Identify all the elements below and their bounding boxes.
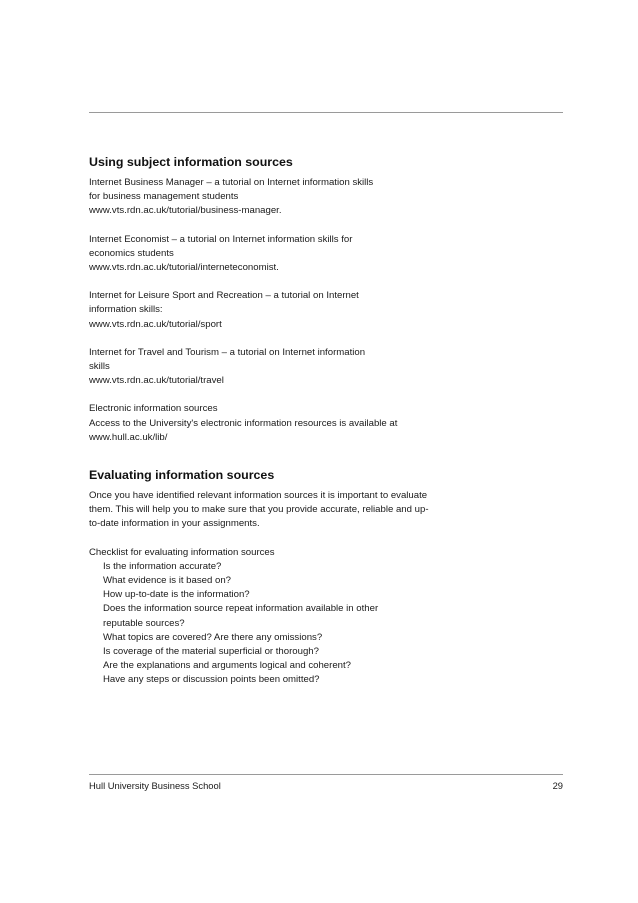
resource-url-link[interactable]: www.vts.rdn.ac.uk/tutorial/sport — [89, 318, 222, 330]
resource-line: Electronic information sources — [89, 403, 218, 415]
resource-url-link[interactable]: www.vts.rdn.ac.uk/tutorial/travel — [89, 375, 224, 387]
section-heading-evaluating-sources: Evaluating information sources — [89, 468, 275, 483]
resource-url-link[interactable]: www.vts.rdn.ac.uk/tutorial/interneteconomist. — [89, 262, 279, 274]
resource-line: skills — [89, 361, 110, 373]
page-content — [89, 154, 489, 688]
resource-line: Access to the University's electronic information resources is available at — [89, 417, 398, 429]
resource-line: Internet Economist – a tutorial on Internet information skills for — [89, 233, 353, 245]
paragraph-line: Once you have identified relevant information sources it is important to evaluate — [89, 490, 428, 502]
footer-rule — [89, 774, 563, 775]
checklist-title: Checklist for evaluating information sources — [89, 546, 275, 558]
resource-line: information skills: — [89, 304, 163, 316]
resource-line: Internet for Travel and Tourism – a tutorial on Internet information — [89, 346, 366, 358]
checklist-item: Does the information source repeat information available in other — [103, 603, 379, 615]
checklist-item: What evidence is it based on? — [103, 575, 231, 587]
resource-url-link[interactable]: www.hull.ac.uk/lib/ — [89, 431, 168, 443]
checklist-item: Is the information accurate? — [103, 560, 222, 572]
section-heading-subject-sources: Using subject information sources — [89, 155, 293, 169]
footer-institution: Hull University Business School — [89, 780, 221, 791]
checklist — [89, 560, 489, 688]
checklist-item: Are the explanations and arguments logical and coherent? — [103, 660, 352, 672]
resource-travel-tourism — [89, 346, 489, 389]
resource-line: for business management students — [89, 191, 239, 203]
header-rule — [89, 112, 563, 113]
resource-url-link[interactable]: www.vts.rdn.ac.uk/tutorial/business-manager. — [89, 205, 282, 217]
intro-paragraph — [89, 489, 489, 532]
resource-line: economics students — [89, 247, 174, 259]
paragraph-line: to-date information in your assignments. — [89, 518, 260, 530]
resource-business-manager — [89, 176, 489, 219]
resource-leisure-sport — [89, 289, 489, 332]
resource-line: Internet Business Manager – a tutorial on Internet information skills — [89, 177, 374, 188]
page-number: 29 — [552, 780, 563, 791]
resource-economist — [89, 233, 489, 276]
resource-electronic-sources — [89, 402, 489, 445]
checklist-item: Have any steps or discussion points been omitted? — [103, 674, 320, 686]
checklist-section — [89, 546, 489, 688]
checklist-item: reputable sources? — [103, 617, 185, 629]
checklist-item: What topics are covered? Are there any omissions? — [103, 631, 323, 643]
checklist-item: Is coverage of the material superficial or thorough? — [103, 646, 319, 658]
resource-line: Internet for Leisure Sport and Recreation – a tutorial on Internet — [89, 290, 359, 302]
paragraph-line: them. This will help you to make sure that you provide accurate, reliable and up- — [89, 504, 429, 516]
checklist-item: How up-to-date is the information? — [103, 589, 250, 601]
